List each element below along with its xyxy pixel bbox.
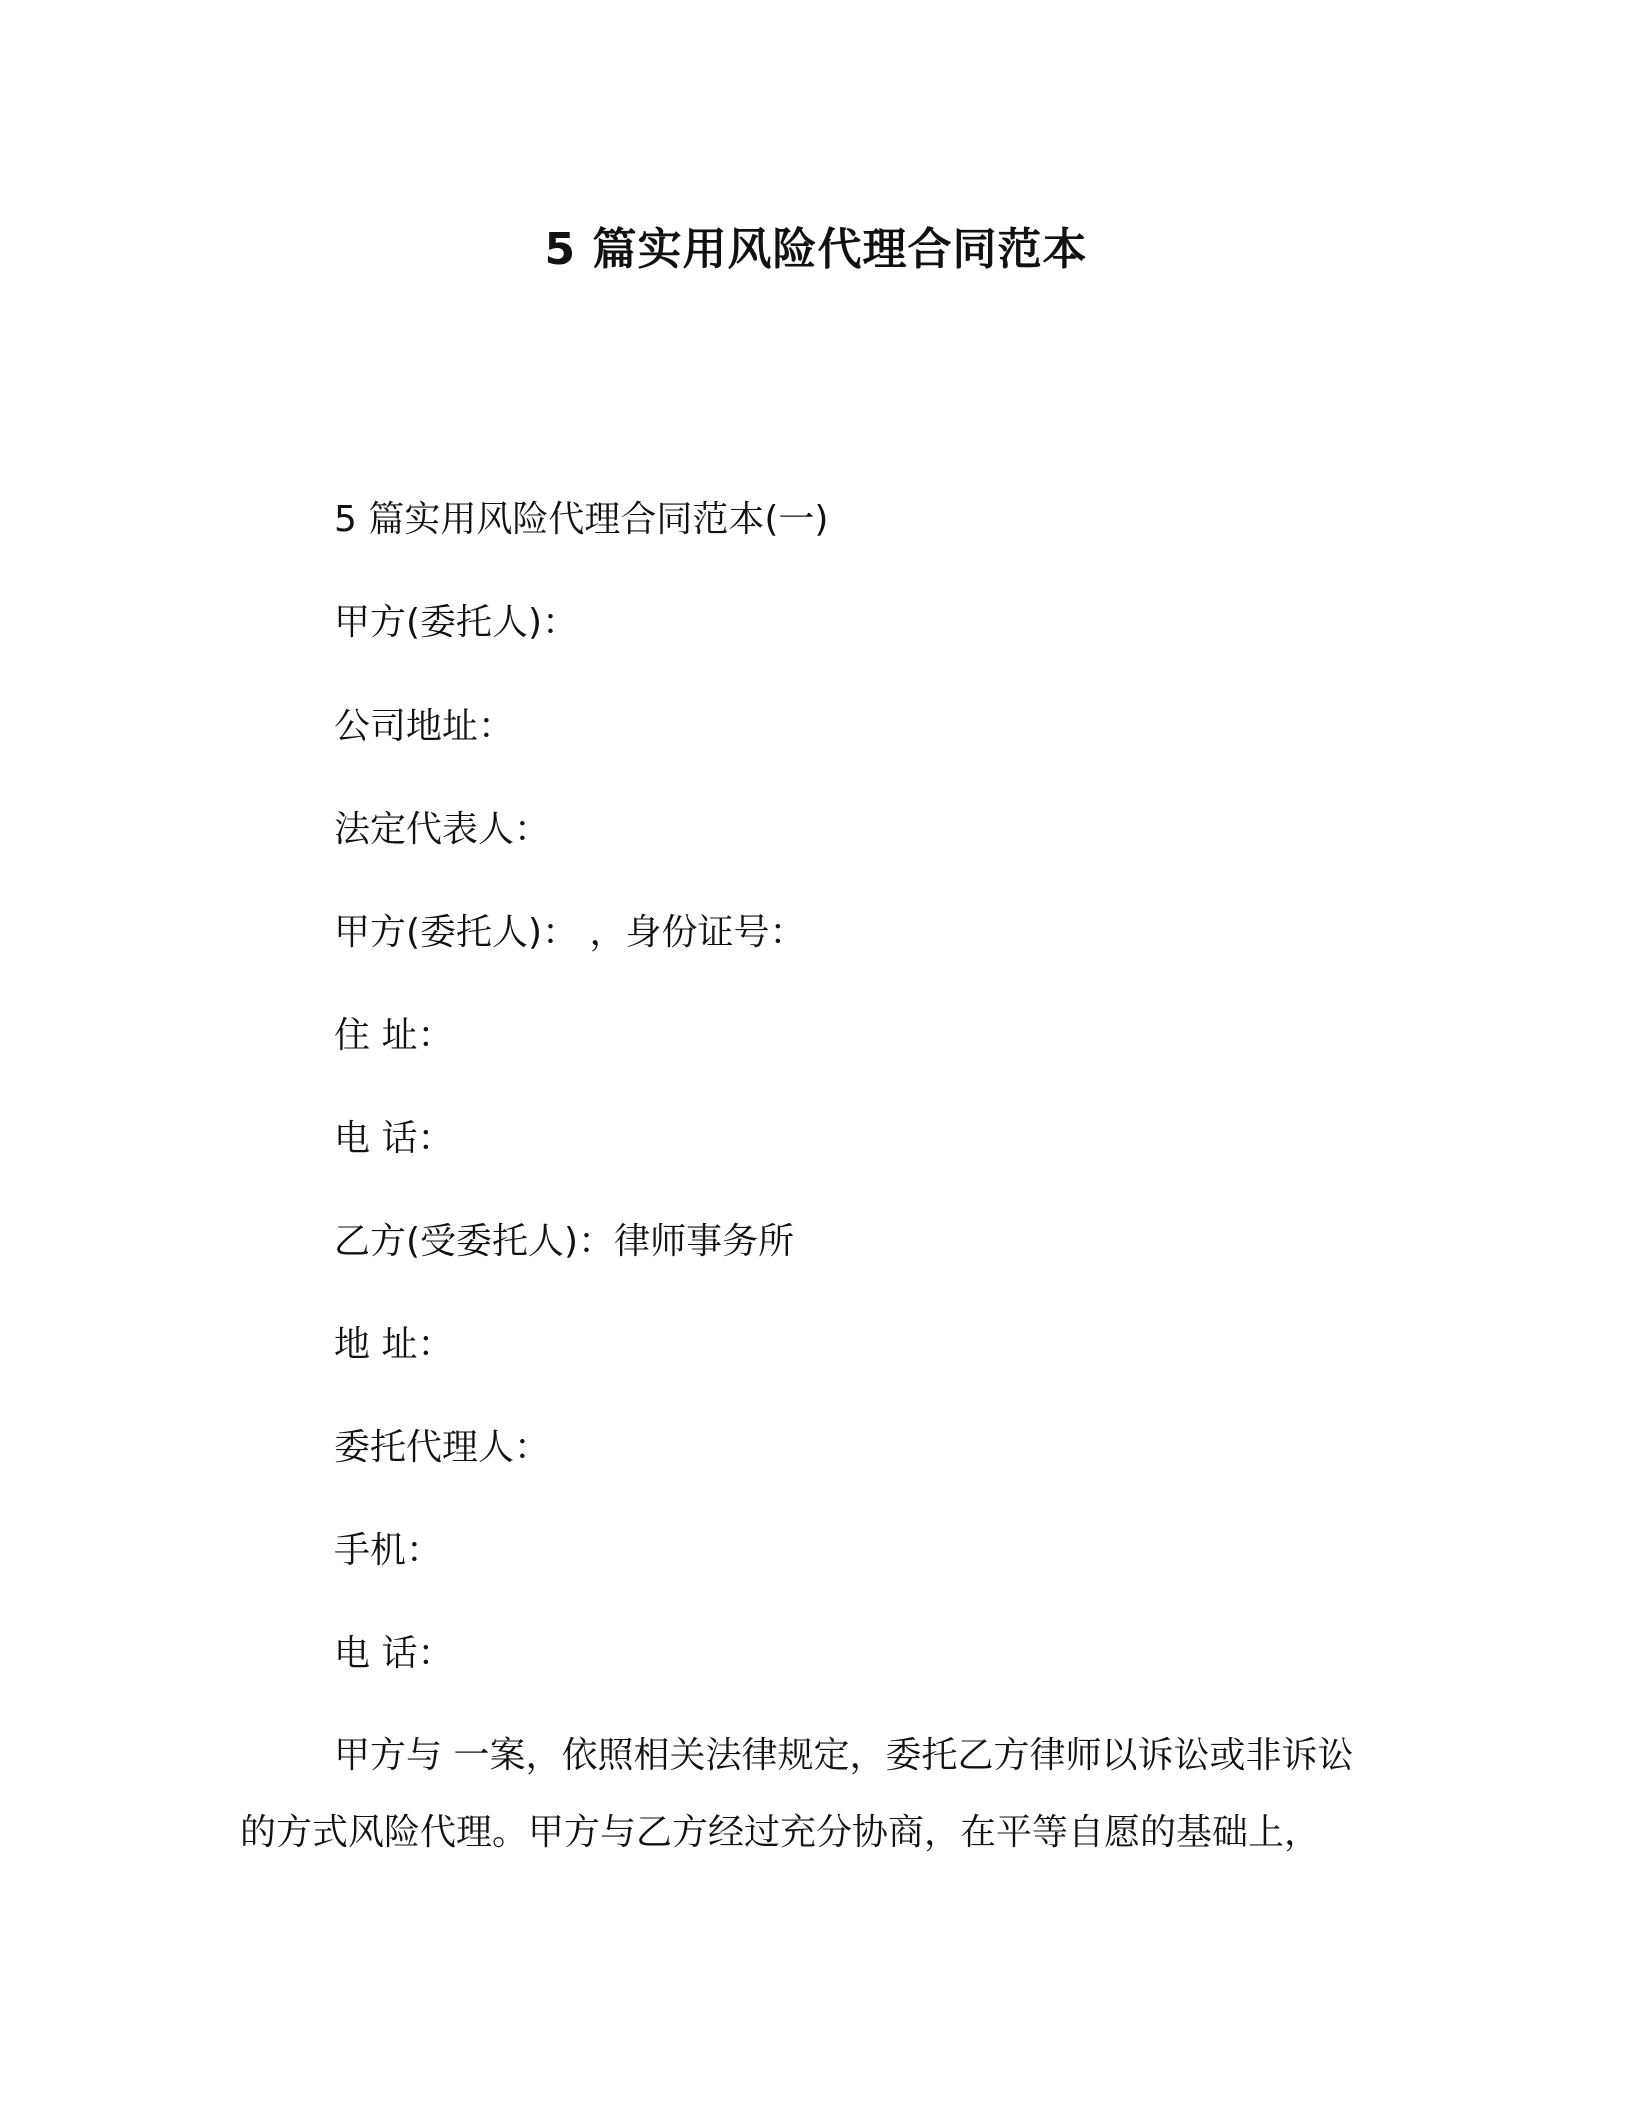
field-party-b-law-firm: 乙方(受委托人)：律师事务所 bbox=[334, 1221, 795, 1262]
document-title: 5 篇实用风险代理合同范本 bbox=[544, 224, 1088, 275]
paragraph-line-1: 甲方与 一案，依照相关法律规定，委托乙方律师以诉讼或非诉讼 bbox=[334, 1735, 1354, 1776]
body-paragraph bbox=[240, 1731, 1390, 1858]
field-address: 地 址： bbox=[334, 1324, 454, 1365]
field-residence: 住 址： bbox=[334, 1015, 454, 1056]
field-phone: 电 话： bbox=[334, 1118, 454, 1159]
field-mobile: 手机： bbox=[334, 1530, 443, 1571]
paragraph-line-2: 的方式风险代理。甲方与乙方经过充分协商，在平等自愿的基础上， bbox=[240, 1812, 1321, 1853]
field-company-address: 公司地址： bbox=[334, 706, 515, 747]
field-telephone: 电 话： bbox=[334, 1633, 454, 1674]
field-authorized-agent: 委托代理人： bbox=[334, 1427, 551, 1468]
field-legal-representative: 法定代表人： bbox=[334, 809, 551, 850]
field-party-a-client: 甲方(委托人)： bbox=[334, 602, 579, 643]
section-heading: 5 篇实用风险代理合同范本(一) bbox=[334, 499, 829, 540]
field-party-a-id-number: 甲方(委托人)： ，身份证号： bbox=[334, 912, 806, 953]
